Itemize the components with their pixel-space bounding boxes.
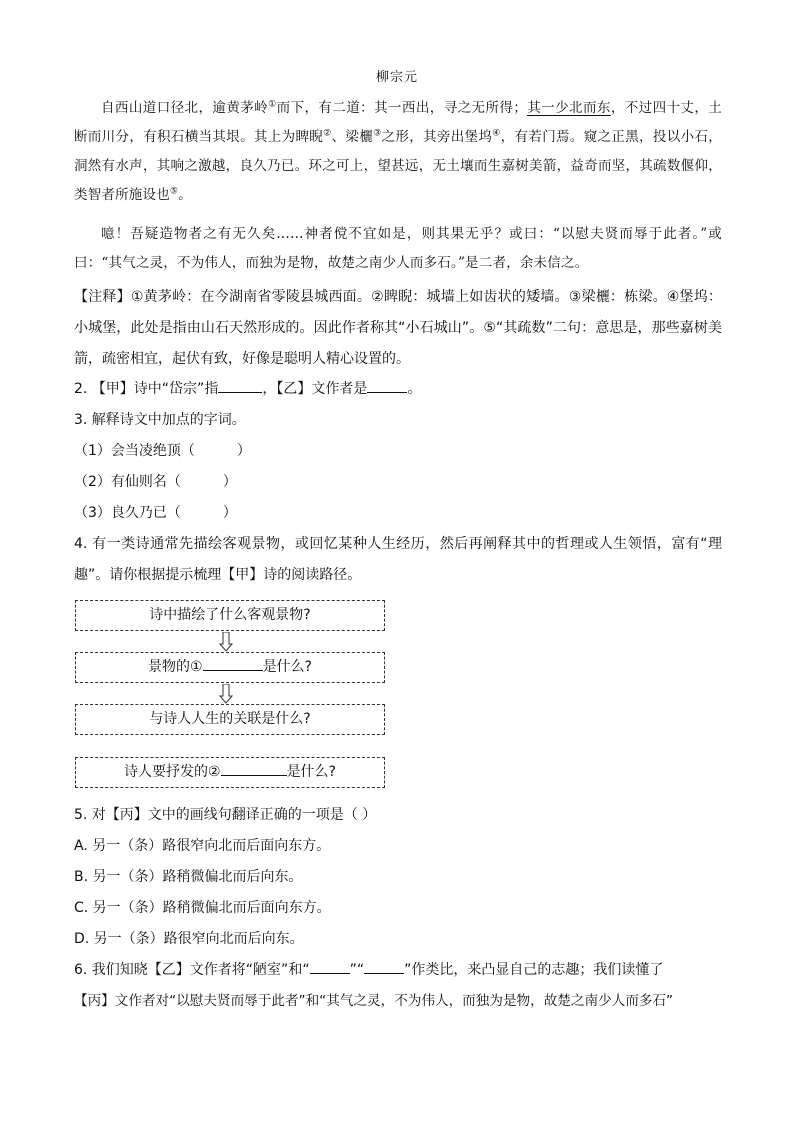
answer-blank[interactable] [364,959,404,974]
flow-box-2: 景物的① 是什么? [75,652,385,683]
classic-passage-2 [74,220,722,278]
question-4-prompt: 4. 有一类诗通常先描绘客观景物，或回忆某种人生经历，然后再阐释其中的哲理或人生领悟，富有“理趣”。请你根据提示梳理【甲】诗的阅读路径。 [74,536,722,583]
classic-paragraph-2: 噫！吾疑造物者之有无久矣……神者傥不宜如是，则其果无乎？或曰：“以慰夫贤而辱于此者。”或曰：“其气之灵，不为伟人，而独为是物，故楚之南少人而多石。”是二者，余未信之。 [74,226,722,271]
question-5-option-a[interactable]: A. 另一（条）路很窄向北而后面向东方。 [74,838,331,854]
author-name: 柳宗元 [375,70,418,85]
classic-paragraph-1: 自西山道口径北，逾黄茅岭①而下，有二道：其一西出，寻之无所得；其一少北而东，不过四十丈，土断而川分，有积石横当其垠。其上为睥睨②、梁欐③之形，其旁出堡坞④，有若门焉。窥之正黑，投以小石，洞然有水声，其响之激越，良久乃已。环之可上，望甚远，无土壤而生嘉树美箭，益奇而坚，其疏数偃仰，类智者所施设也⑤。 [74,99,722,203]
question-5-option-b[interactable]: B. 另一（条）路稍微偏北而后向东。 [74,869,303,885]
question-3-item-1: （1）会当凌绝顶（ ） [74,443,251,459]
annotation-text: 【注释】①黄茅岭：在今湖南省零陵县城西面。②睥睨：城墙上如齿状的矮墙。③梁欐：栋梁。④堡坞：小城堡，此处是指由山石天然形成的。因此作者称其“小石城山”。⑤“其疏数”二句：意思是，那些嘉树美箭，疏密相宜，起伏有致，好像是聪明人精心设置的。 [74,289,722,367]
footnote-ref: ① [268,99,277,110]
question-6-line-1: 6. 我们知晓【乙】文作者将“陋室”和“ ”“ ”作类比，来凸显自己的志趣；我们读懂了 [74,955,722,986]
answer-blank[interactable] [203,656,263,671]
annotation-block [74,282,722,375]
down-arrow-icon [219,684,233,704]
flow-box-4: 诗人要抒发的② 是什么? [75,757,385,788]
footnote-ref: ⑤ [169,186,179,197]
down-arrow-icon [219,632,233,652]
footnote-ref: ③ [373,128,382,139]
question-3-item-3: （3）良久乃已（ ） [74,505,237,521]
footnote-ref: ④ [492,128,501,139]
question-3-item-2: （2）有仙则名（ ） [74,474,237,490]
question-6-line-2: 【丙】文作者对“以慰夫贤而辱于此者”和“其气之灵，不为伟人，而独为是物，故楚之南少人而多石” [74,993,674,1009]
classic-passage [74,94,722,210]
question-5-option-d[interactable]: D. 另一（条）路很窄向北而后向东。 [74,931,304,947]
answer-blank[interactable] [221,761,287,776]
footnote-ref: ② [323,128,332,139]
underlined-sentence: 其一少北而东 [527,100,611,116]
question-5-prompt: 5. 对【丙】文中的画线句翻译正确的一项是（ ） [74,807,377,823]
question-2: 2. 【甲】诗中“岱宗”指 ，【乙】文作者是 。 [74,374,722,405]
answer-blank[interactable] [218,378,262,393]
flow-box-3: 与诗人人生的关联是什么? [75,704,385,735]
answer-blank[interactable] [310,959,350,974]
flow-box-1: 诗中描绘了什么客观景物? [75,600,385,631]
question-3-prompt: 3. 解释诗文中加点的字词。 [74,412,246,428]
answer-blank[interactable] [367,378,407,393]
question-5-option-c[interactable]: C. 另一（条）路稍微偏北而后面向东方。 [74,900,331,916]
